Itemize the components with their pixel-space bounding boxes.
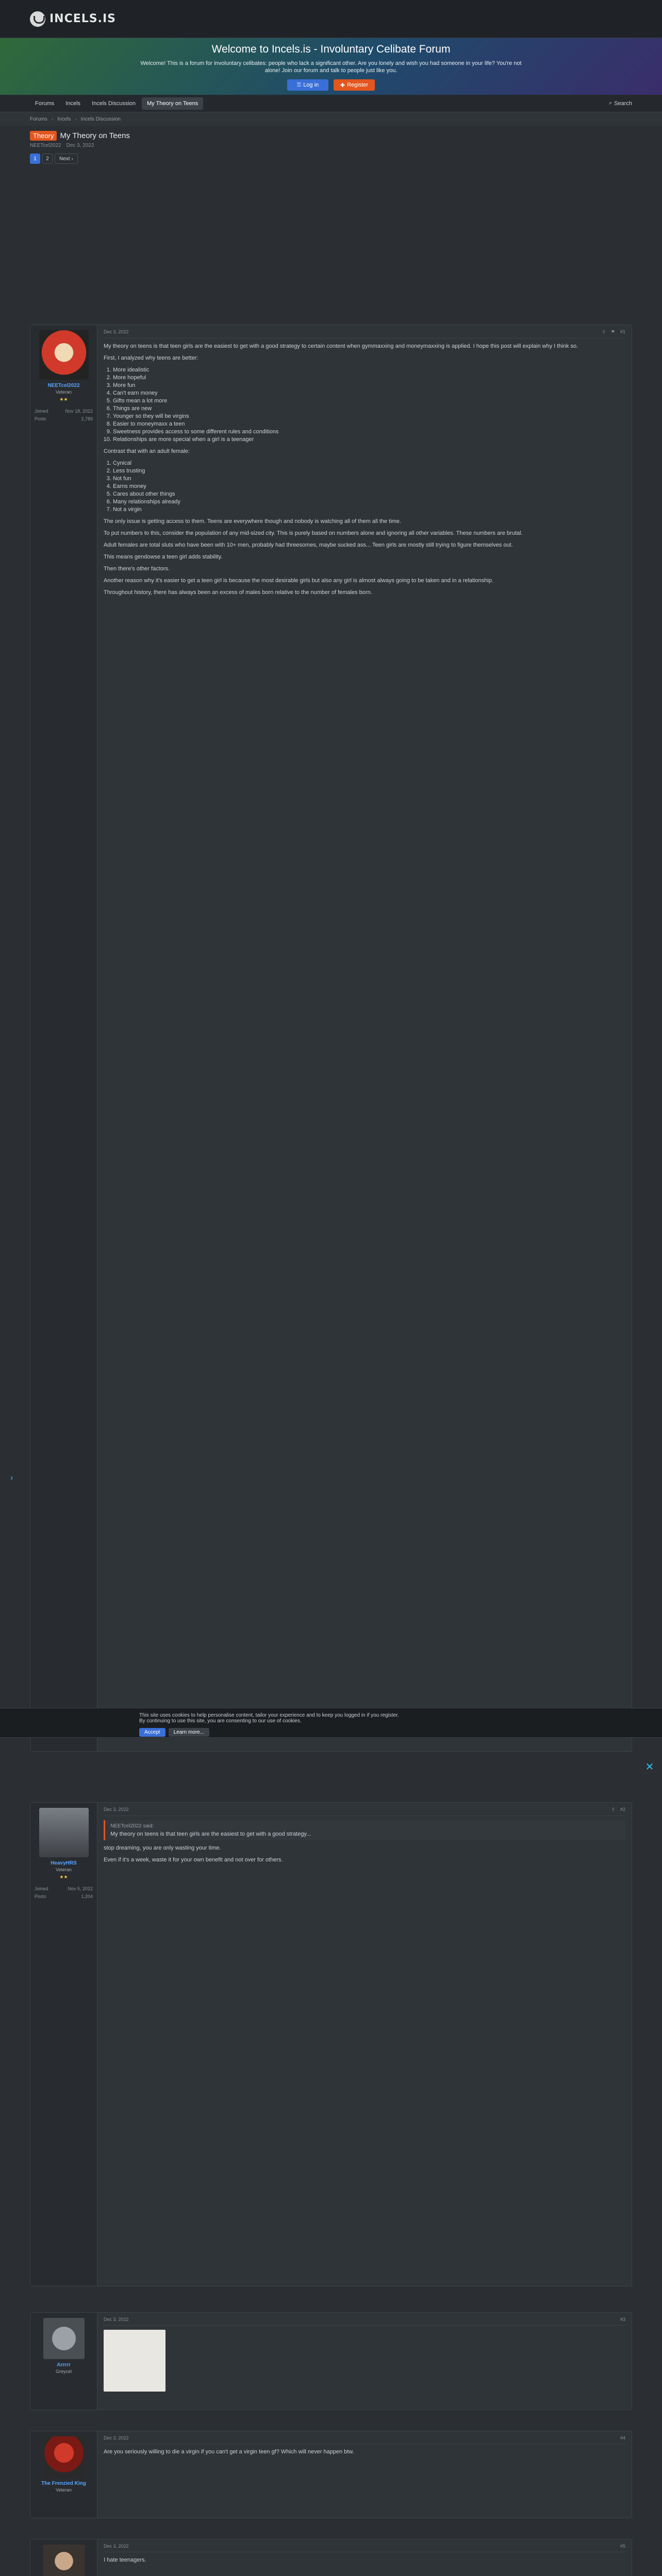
list-item: 6. Many relationships already (113, 498, 625, 506)
logo-icon (30, 11, 45, 27)
pagination (30, 154, 632, 164)
post-author (30, 2431, 97, 2518)
post (30, 2539, 632, 2576)
list-item: 9. Sweetness provides access to some different rules and conditions (113, 428, 625, 436)
post-body (97, 325, 632, 1751)
user-title: Veteran (55, 389, 72, 395)
key-icon: ⚿ (296, 81, 302, 88)
user-rank-stars: ★★ (59, 397, 68, 402)
reasons-list (113, 366, 625, 444)
user-title: Veteran (55, 1867, 72, 1872)
post-number[interactable]: #4 (620, 2435, 625, 2441)
list-item: 8. Easier to moneymaxx a teen (113, 420, 625, 428)
list-item: 3. Not fun (113, 475, 625, 483)
post-content (104, 343, 625, 597)
post-author (30, 2539, 97, 2576)
register-label: Register (347, 82, 369, 88)
list-item: 7. Not a virgin (113, 506, 625, 514)
thread-date: Dec 3, 2022 (66, 143, 94, 148)
post-paragraph: stop dreaming, you are only wasting your time. (104, 1845, 221, 1851)
posts-value: 1,204 (81, 1894, 93, 1899)
post-paragraph: Even if it's a week, waste it for your own benefit and not over for others. (104, 1857, 283, 1863)
quote-author[interactable]: NEETcel2022 said: (110, 1823, 154, 1829)
avatar[interactable] (43, 2545, 85, 2576)
logo-text: INCELS.IS (49, 12, 117, 25)
list-item: 4. Can't earn money (113, 389, 625, 397)
cookie-text: This site uses cookies to help personalise content, tailor your experience and to keep you logged in if you register. (139, 1713, 399, 1718)
cookie-learn-more-button[interactable]: Learn more... (169, 1728, 209, 1737)
search-button[interactable] (609, 100, 632, 107)
post-paragraph: I hate teenagers. (104, 2557, 146, 2563)
list-item: 7. Younger so they will be virgins (113, 413, 625, 420)
bookmark-icon[interactable]: ⚑ (610, 329, 615, 334)
post-paragraph: Throughout history, there has always been an excess of males born relative to the number of females born. (104, 589, 372, 596)
breadcrumb (0, 112, 662, 126)
list-item: 3. More fun (113, 382, 625, 389)
post-number[interactable]: #1 (620, 329, 625, 334)
post-date[interactable]: Dec 3, 2022 (104, 2544, 129, 2549)
joined-label: Joined (35, 409, 48, 414)
username[interactable]: HeavyHRS (51, 1860, 77, 1866)
user-rank-stars: ★★ (59, 1874, 68, 1879)
nav-tab-forums[interactable]: Forums (35, 100, 55, 107)
username[interactable]: The Frenzied King (41, 2481, 86, 2486)
main-nav (0, 95, 662, 112)
cookie-text-2: By continuing to use this site, you are consenting to our use of cookies. (139, 1718, 302, 1724)
list-item: 10. Relationships are more special when a girl is a teenager (113, 436, 625, 444)
post-number[interactable]: #2 (620, 1807, 625, 1812)
post-author (30, 2313, 97, 2410)
list-item: 6. Things are new (113, 405, 625, 413)
username[interactable]: Arrrrr (57, 2362, 71, 2368)
post-date[interactable]: Dec 3, 2022 (104, 2435, 129, 2441)
list-item: 2. More hopeful (113, 374, 625, 382)
post (30, 1802, 632, 2286)
page-2[interactable]: 2 (42, 154, 53, 164)
welcome-banner (0, 38, 662, 95)
breadcrumb-item[interactable]: Incels (57, 116, 71, 122)
thread-author[interactable]: NEETcel2022 (30, 143, 61, 148)
welcome-text: Welcome! This is a forum for involuntary celibates: people who lack a significant other. Are you lonely and wish you had someone in your life? You're not alone! Join our forum and talk to people just like you. (140, 60, 522, 74)
share-icon[interactable]: ⇪ (602, 329, 606, 334)
login-label: Log in (303, 82, 319, 88)
nav-tab-incels[interactable]: Incels (65, 100, 81, 107)
quote-text: My theory on teens is that teen girls are the easiest to get with a good strategy... (110, 1831, 311, 1837)
list-item: 2. Less trusting (113, 467, 625, 475)
contrast-list (113, 460, 625, 514)
joined-value: Nov 18, 2022 (65, 409, 93, 414)
cookie-notice (0, 1708, 662, 1738)
login-button[interactable] (287, 79, 328, 91)
post-author (30, 1803, 97, 2286)
post-paragraph: Contrast that with an adult female: (104, 448, 190, 454)
user-stats (35, 1885, 93, 1901)
register-button[interactable] (334, 79, 375, 91)
post-paragraph: First, I analyzed why teens are better: (104, 355, 198, 361)
post-body (97, 2313, 632, 2410)
breadcrumb-sep: › (75, 116, 77, 122)
site-logo[interactable] (30, 11, 116, 27)
posts-label: Posts (35, 1894, 46, 1899)
post-paragraph: Then there's other factors. (104, 566, 170, 572)
post-body (97, 1803, 632, 2286)
post-author (30, 325, 97, 1751)
post-date[interactable]: Dec 3, 2022 (104, 1807, 129, 1812)
post (30, 2431, 632, 2518)
avatar[interactable] (39, 330, 89, 380)
quote-block (104, 1820, 625, 1840)
posts-label: Posts (35, 416, 46, 421)
post-paragraph: The only issue is getting access to them. Teens are everywhere though and nobody is watching all of them all the time. (104, 518, 402, 524)
post-paragraph: My theory on teens is that teen girls are the easiest to get with a good strategy to certain content when gymmaxxing and moneymaxxing is applied. I hope this post will explain why I think so. (104, 343, 578, 349)
avatar[interactable] (43, 2436, 85, 2478)
post (30, 2312, 632, 2410)
next-page-button[interactable]: Next › (55, 154, 78, 164)
search-label: Search (614, 100, 632, 107)
list-item: 1. Cynical (113, 460, 625, 467)
close-icon[interactable]: ✕ (645, 1761, 654, 1773)
thread-prefix[interactable]: Theory (30, 131, 57, 141)
joined-value: Nov 5, 2022 (68, 1886, 93, 1891)
username[interactable]: NEETcel2022 (47, 383, 80, 388)
post-number[interactable]: #5 (620, 2544, 625, 2549)
thread-title: My Theory on Teens (60, 131, 130, 140)
search-icon: ⌕ (608, 100, 613, 106)
welcome-title: Welcome to Incels.is - Involuntary Celibate Forum (211, 43, 451, 55)
post-body (97, 2539, 632, 2576)
post (30, 325, 632, 1752)
post-paragraph: This means gendowse a teen girl adds stability. (104, 554, 223, 560)
user-stats (35, 408, 93, 423)
post-date[interactable]: Dec 3, 2022 (104, 329, 129, 334)
page-1[interactable]: 1 (30, 154, 40, 164)
list-item: 5. Cares about other things (113, 490, 625, 498)
chevron-right-icon[interactable]: › (10, 1473, 13, 1482)
list-item: 4. Earns money (113, 483, 625, 490)
cookie-accept-button[interactable]: Accept (139, 1728, 166, 1737)
post-body (97, 2431, 632, 2518)
post-paragraph: Another reason why it's easier to get a teen girl is because the most desirable girls but also any girl is almost always going to be taken and in a relationship. (104, 578, 494, 584)
avatar[interactable] (39, 1808, 89, 1857)
post-content (104, 1844, 625, 1864)
share-icon[interactable]: ⇪ (611, 1807, 615, 1812)
breadcrumb-item[interactable]: Incels Discussion (80, 116, 121, 122)
nav-tab-thread[interactable]: My Theory on Teens (142, 97, 203, 110)
post-paragraph: Are you seriously willing to die a virgin if you can't get a virgin teen gf? Which will never happen btw. (104, 2449, 354, 2455)
post-date[interactable]: Dec 3, 2022 (104, 2317, 129, 2322)
thread-header (0, 126, 662, 164)
posts-value: 2,789 (81, 416, 93, 421)
list-item: 5. Gifts mean a lot more (113, 397, 625, 405)
list-item: 1. More idealistic (113, 366, 625, 374)
user-title: Greycel (55, 2369, 72, 2374)
avatar[interactable] (43, 2318, 85, 2359)
user-plus-icon: ✚ (340, 82, 345, 89)
nav-tab-discussion[interactable]: Incels Discussion (92, 100, 136, 107)
joined-label: Joined (35, 1886, 48, 1891)
breadcrumb-sep: › (51, 116, 54, 122)
site-header (0, 0, 662, 38)
post-paragraph: To put numbers to this, consider the population of any mid-sized city. This is purely based on numbers alone and ignoring all other variables. These numbers are brutal. (104, 530, 523, 536)
post-number[interactable]: #3 (620, 2317, 625, 2322)
post-paragraph: Adult females are total sluts who have been with 10+ men, probably had threesomes, maybe sucked ass... Teen girls are mostly still trying to figure themselves out. (104, 542, 513, 548)
breadcrumb-item[interactable]: Forums (30, 116, 47, 122)
post-image[interactable] (104, 2330, 166, 2392)
user-title: Veteran (55, 2487, 72, 2493)
